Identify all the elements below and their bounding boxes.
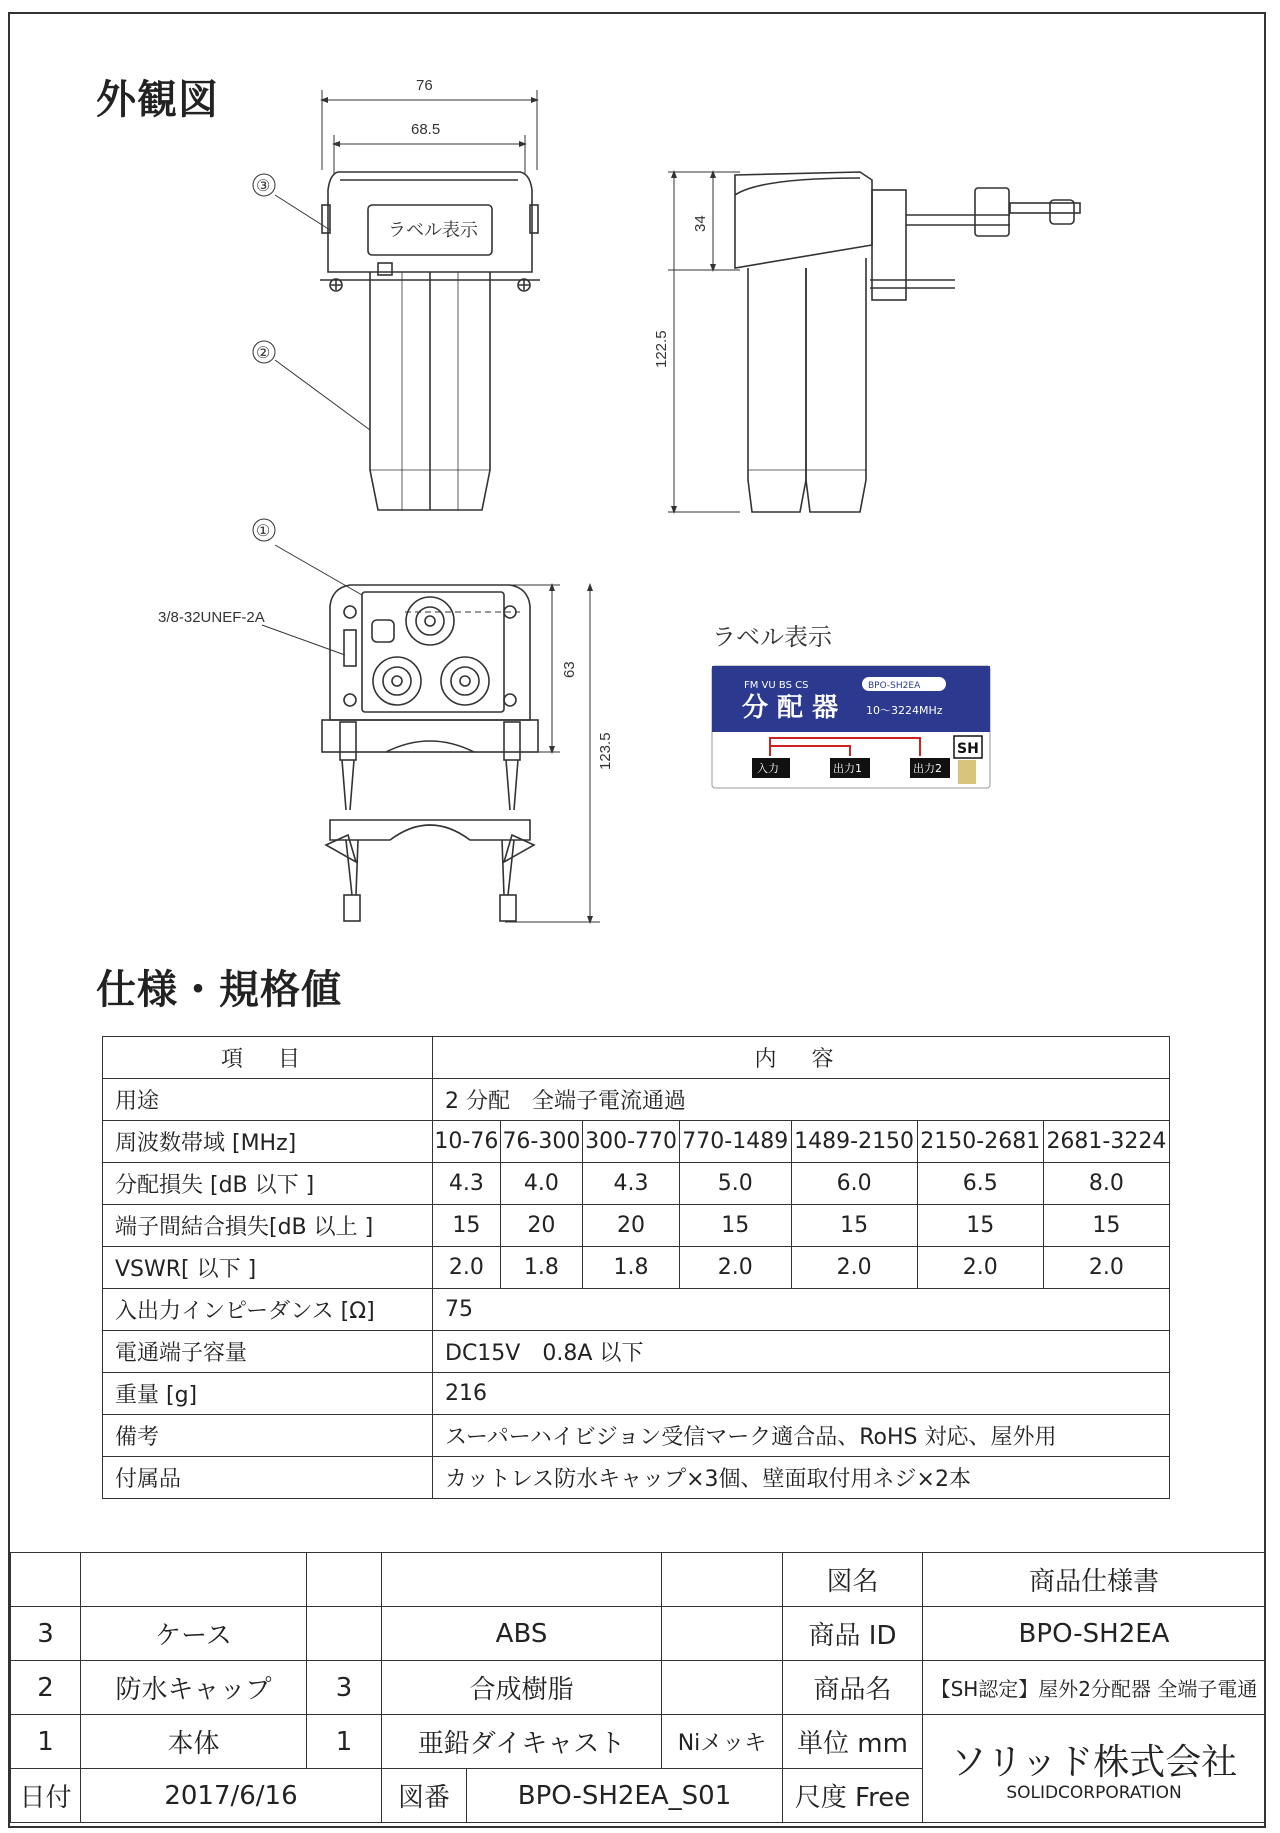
label-out1: 出力1 <box>833 762 862 775</box>
usage-label: 用途 <box>103 1079 433 1121</box>
label-section-title: ラベル表示 <box>712 623 832 651</box>
dim-width-inner: 68.5 <box>411 121 441 138</box>
coupling-cell: 15 <box>680 1205 792 1247</box>
part-row <box>11 1607 1266 1661</box>
unit: 単位 mm <box>783 1715 923 1769</box>
part-no: 3 <box>11 1607 81 1661</box>
loss-cell: 6.0 <box>791 1163 917 1205</box>
coupling-cell: 15 <box>433 1205 501 1247</box>
title-block <box>10 1552 1266 1823</box>
label-out2: 出力2 <box>913 762 942 775</box>
part-finish <box>662 1607 783 1661</box>
loss-cell: 8.0 <box>1043 1163 1169 1205</box>
freq-cell: 76-300 <box>500 1121 582 1163</box>
side-view <box>668 172 1080 512</box>
front-label-text: ラベル表示 <box>388 220 478 240</box>
remarks-label: 備考 <box>103 1415 433 1457</box>
impedance-label: 入出力インピーダンス [Ω] <box>103 1289 433 1331</box>
vswr-cell: 2.0 <box>791 1247 917 1289</box>
vswr-cell: 1.8 <box>500 1247 582 1289</box>
part-finish: Niメッキ <box>662 1715 783 1769</box>
loss-cell: 4.3 <box>433 1163 501 1205</box>
part-row <box>11 1661 1266 1715</box>
drawing-name-label: 図名 <box>783 1553 923 1607</box>
vswr-label: VSWR[ 以下 ] <box>103 1247 433 1289</box>
spec-row-power <box>103 1331 1170 1373</box>
spec-row-impedance <box>103 1289 1170 1331</box>
part-qty: 3 <box>307 1661 382 1715</box>
part-qty <box>307 1607 382 1661</box>
title-row-top <box>11 1553 1266 1607</box>
weight-label: 重量 [g] <box>103 1373 433 1415</box>
vswr-cell: 2.0 <box>1043 1247 1169 1289</box>
part-no: 1 <box>11 1715 81 1769</box>
dim-height-bottom: 123.5 <box>597 732 614 770</box>
product-label <box>712 666 990 788</box>
usage-value: 2 分配 全端子電流通過 <box>433 1079 1170 1121</box>
part-material: 合成樹脂 <box>382 1661 662 1715</box>
dim-height-body: 63 <box>561 661 578 678</box>
coupling-cell: 15 <box>791 1205 917 1247</box>
part-material: ABS <box>382 1607 662 1661</box>
label-sh-mark: SH <box>957 741 979 757</box>
label-freq: 10～3224MHz <box>866 704 943 717</box>
coupling-cell: 15 <box>917 1205 1043 1247</box>
coupling-label: 端子間結合損失[dB 以上 ] <box>103 1205 433 1247</box>
vswr-cell: 2.0 <box>433 1247 501 1289</box>
spec-row-accessories <box>103 1457 1170 1499</box>
part-material: 亜鉛ダイキャスト <box>382 1715 662 1769</box>
spec-table <box>102 1036 1170 1499</box>
callout-1: ① <box>256 523 271 540</box>
company-cell <box>923 1715 1266 1823</box>
power-value: DC15V 0.8A 以下 <box>433 1331 1170 1373</box>
power-label: 電通端子容量 <box>103 1331 433 1373</box>
header-content: 内 容 <box>433 1037 1170 1079</box>
date-label: 日付 <box>11 1769 81 1823</box>
product-id-label: 商品 ID <box>783 1607 923 1661</box>
product-name-label: 商品名 <box>783 1661 923 1715</box>
spec-row-remarks <box>103 1415 1170 1457</box>
callout-3: ③ <box>256 178 271 195</box>
loss-cell: 4.3 <box>583 1163 680 1205</box>
part-name: ケース <box>81 1607 307 1661</box>
label-name: 分 配 器 <box>742 693 839 723</box>
product-name: 【SH認定】屋外2分配器 全端子電通 <box>923 1661 1266 1715</box>
part-name: 防水キャップ <box>81 1661 307 1715</box>
loss-cell: 5.0 <box>680 1163 792 1205</box>
weight-value: 216 <box>433 1373 1170 1415</box>
spec-row-usage <box>103 1079 1170 1121</box>
part-no: 2 <box>11 1661 81 1715</box>
company-name: ソリッド株式会社 <box>950 1742 1238 1783</box>
remarks-value: スーパーハイビジョン受信マーク適合品、RoHS 対応、屋外用 <box>433 1415 1170 1457</box>
spec-row-vswr <box>103 1247 1170 1289</box>
coupling-cell: 15 <box>1043 1205 1169 1247</box>
label-input: 入力 <box>757 762 779 775</box>
header-item: 項 目 <box>103 1037 433 1079</box>
vswr-cell: 1.8 <box>583 1247 680 1289</box>
loss-cell: 6.5 <box>917 1163 1043 1205</box>
freq-cell: 1489-2150 <box>791 1121 917 1163</box>
spec-header-row <box>103 1037 1170 1079</box>
drawing-no-label: 図番 <box>382 1769 467 1823</box>
label-bands: FM VU BS CS <box>744 680 809 691</box>
scale: 尺度 Free <box>783 1769 923 1823</box>
date: 2017/6/16 <box>81 1769 382 1823</box>
dim-height-total: 122.5 <box>653 330 670 368</box>
part-finish <box>662 1661 783 1715</box>
part-name: 本体 <box>81 1715 307 1769</box>
freq-label: 周波数帯域 [MHz] <box>103 1121 433 1163</box>
spec-row-coupling <box>103 1205 1170 1247</box>
loss-label: 分配損失 [dB 以下 ] <box>103 1163 433 1205</box>
product-id: BPO-SH2EA <box>923 1607 1266 1661</box>
freq-cell: 770-1489 <box>680 1121 792 1163</box>
drawing-name: 商品仕様書 <box>923 1553 1266 1607</box>
thread-callout: 3/8-32UNEF-2A <box>158 609 265 626</box>
accessories-label: 付属品 <box>103 1457 433 1499</box>
freq-cell: 10-76 <box>433 1121 501 1163</box>
callout-2: ② <box>256 345 271 362</box>
part-row <box>11 1715 1266 1769</box>
drawing-no: BPO-SH2EA_S01 <box>467 1769 783 1823</box>
impedance-value: 75 <box>433 1289 1170 1331</box>
front-view <box>275 90 540 510</box>
accessories-value: カットレス防水キャップ×3個、壁面取付用ネジ×2本 <box>433 1457 1170 1499</box>
freq-cell: 2681-3224 <box>1043 1121 1169 1163</box>
spec-row-weight <box>103 1373 1170 1415</box>
appearance-heading: 外観図 <box>96 77 219 123</box>
freq-cell: 300-770 <box>583 1121 680 1163</box>
spec-row-loss <box>103 1163 1170 1205</box>
dim-width-outer: 76 <box>416 77 433 94</box>
label-model: BPO-SH2EA <box>868 681 921 691</box>
company-name-en: SOLIDCORPORATION <box>1006 1783 1182 1803</box>
vswr-cell: 2.0 <box>680 1247 792 1289</box>
vswr-cell: 2.0 <box>917 1247 1043 1289</box>
coupling-cell: 20 <box>583 1205 680 1247</box>
loss-cell: 4.0 <box>500 1163 582 1205</box>
spec-row-freq <box>103 1121 1170 1163</box>
spec-heading: 仕様・規格値 <box>96 967 342 1013</box>
bottom-view <box>262 545 600 922</box>
freq-cell: 2150-2681 <box>917 1121 1043 1163</box>
part-qty: 1 <box>307 1715 382 1769</box>
coupling-cell: 20 <box>500 1205 582 1247</box>
dim-height-top: 34 <box>692 215 709 232</box>
